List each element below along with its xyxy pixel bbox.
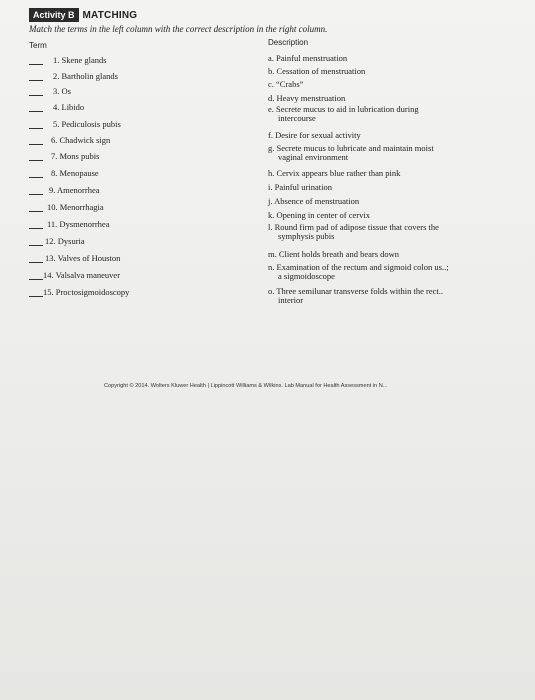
description-item: [268, 67, 498, 76]
term-label: 10. Menorrhagia: [47, 202, 104, 212]
description-text: g. Secrete mucus to lubricate and maintain moist: [268, 143, 434, 153]
term-label: 5. Pediculosis pubis: [53, 119, 121, 129]
description-text: f. Desire for sexual activity: [268, 130, 361, 140]
description-text: j. Absence of menstruation: [268, 196, 360, 206]
description-item: [268, 223, 498, 241]
answer-blank[interactable]: [29, 228, 43, 229]
term-label: 7. Mons pubis: [51, 151, 100, 161]
activity-title: MATCHING: [82, 9, 138, 21]
description-item: [268, 131, 498, 140]
term-column-header: Term: [29, 41, 47, 50]
answer-blank[interactable]: [29, 279, 43, 280]
description-continuation: a sigmoidoscope: [278, 271, 335, 281]
answer-blank[interactable]: [29, 177, 43, 178]
answer-blank[interactable]: [29, 245, 43, 246]
answer-blank[interactable]: [29, 144, 43, 145]
activity-header: [29, 8, 137, 22]
instructions: Match the terms in the left column with the correct description in the right column.: [29, 24, 328, 34]
description-continuation: interior: [278, 295, 304, 305]
answer-blank[interactable]: [29, 128, 43, 129]
copyright-notice: Copyright © 2014. Wolters Kluwer Health | Lippincott Williams & Wilkins. Lab Manual for Health Assessment in N...: [104, 383, 388, 389]
description-item: [268, 197, 498, 206]
description-item: [268, 263, 498, 281]
term-label: 1. Skene glands: [53, 55, 107, 65]
answer-blank[interactable]: [29, 211, 43, 212]
description-item: [268, 169, 498, 178]
term-label: 13. Valves of Houston: [45, 253, 121, 263]
description-text: i. Painful urination: [268, 182, 332, 192]
term-label: 12. Dysuria: [45, 236, 85, 246]
description-text: d. Heavy menstruation: [268, 93, 346, 103]
description-item: [268, 287, 498, 305]
term-label: 2. Bartholin glands: [53, 71, 118, 81]
activity-label: Activity B: [29, 8, 79, 22]
description-text: l. Round firm pad of adipose tissue that covers the: [268, 222, 439, 232]
answer-blank[interactable]: [29, 160, 43, 161]
description-text: e. Secrete mucus to aid in lubrication during: [268, 104, 419, 114]
description-item: [268, 105, 498, 123]
description-item: [268, 211, 498, 220]
description-column-header: Description: [268, 38, 309, 47]
answer-blank[interactable]: [29, 95, 43, 96]
answer-blank[interactable]: [29, 194, 43, 195]
description-text: c. “Crabs”: [268, 79, 304, 89]
description-item: [268, 94, 498, 103]
description-text: h. Cervix appears blue rather than pink: [268, 168, 401, 178]
answer-blank[interactable]: [29, 64, 43, 65]
description-text: a. Painful menstruation: [268, 53, 348, 63]
term-label: 14. Valsalva maneuver: [43, 270, 121, 280]
answer-blank[interactable]: [29, 80, 43, 81]
term-label: 6. Chadwick sign: [51, 135, 111, 145]
answer-blank[interactable]: [29, 296, 43, 297]
term-label: 3. Os: [53, 86, 71, 96]
description-item: [268, 250, 498, 259]
description-continuation: intercourse: [278, 113, 316, 123]
description-item: [268, 183, 498, 192]
description-text: b. Cessation of menstruation: [268, 66, 366, 76]
description-item: [268, 144, 498, 162]
term-label: 9. Amenorrhea: [49, 185, 100, 195]
description-text: o. Three semilunar transverse folds within the rect..: [268, 286, 443, 296]
term-label: 8. Menopause: [51, 168, 99, 178]
answer-blank[interactable]: [29, 111, 43, 112]
description-item: [268, 80, 498, 89]
description-continuation: symphysis pubis: [278, 231, 335, 241]
term-label: 15. Proctosigmoidoscopy: [43, 287, 130, 297]
description-text: n. Examination of the rectum and sigmoid colon us..;: [268, 262, 449, 272]
description-text: k. Opening in center of cervix: [268, 210, 370, 220]
answer-blank[interactable]: [29, 262, 43, 263]
description-item: [268, 54, 498, 63]
term-label: 11. Dysmenorrhea: [47, 219, 110, 229]
description-continuation: vaginal environment: [278, 152, 349, 162]
description-text: m. Client holds breath and bears down: [268, 249, 400, 259]
term-label: 4. Libido: [53, 102, 85, 112]
